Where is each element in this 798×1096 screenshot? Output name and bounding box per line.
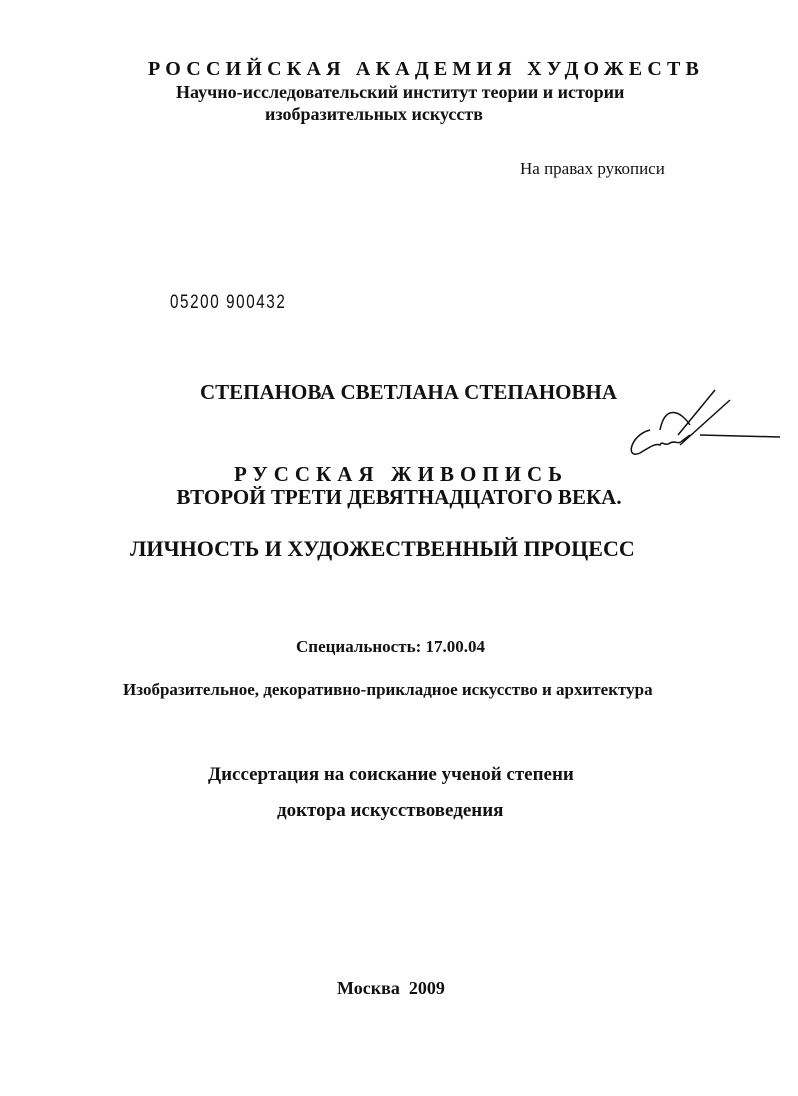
institute-name-line1: Научно-исследовательский институт теории и истории	[176, 82, 625, 102]
degree-line2: доктора искусствоведения	[277, 800, 504, 821]
place-year: Москва 2009	[337, 978, 445, 998]
catalog-number: 05200 900432	[170, 292, 287, 313]
institute-name-line2: изобразительных искусств	[265, 104, 483, 124]
signature	[620, 385, 790, 465]
author-name: СТЕПАНОВА СВЕТЛАНА СТЕПАНОВНА	[200, 380, 618, 404]
degree-line1: Диссертация на соискание ученой степени	[208, 764, 574, 785]
specialty-name: Изобразительное, декоративно-прикладное искусство и архитектура	[123, 680, 653, 699]
academy-name: РОССИЙСКАЯ АКАДЕМИЯ ХУДОЖЕСТВ	[148, 58, 705, 80]
title-line2: ВТОРОЙ ТРЕТИ ДЕВЯТНАДЦАТОГО ВЕКА.	[176, 485, 622, 509]
title-line3: ЛИЧНОСТЬ И ХУДОЖЕСТВЕННЫЙ ПРОЦЕСС	[130, 536, 635, 561]
manuscript-note: На правах рукописи	[520, 159, 665, 178]
title-line1: РУССКАЯ ЖИВОПИСЬ	[233, 462, 568, 486]
specialty-code: Специальность: 17.00.04	[296, 637, 485, 656]
